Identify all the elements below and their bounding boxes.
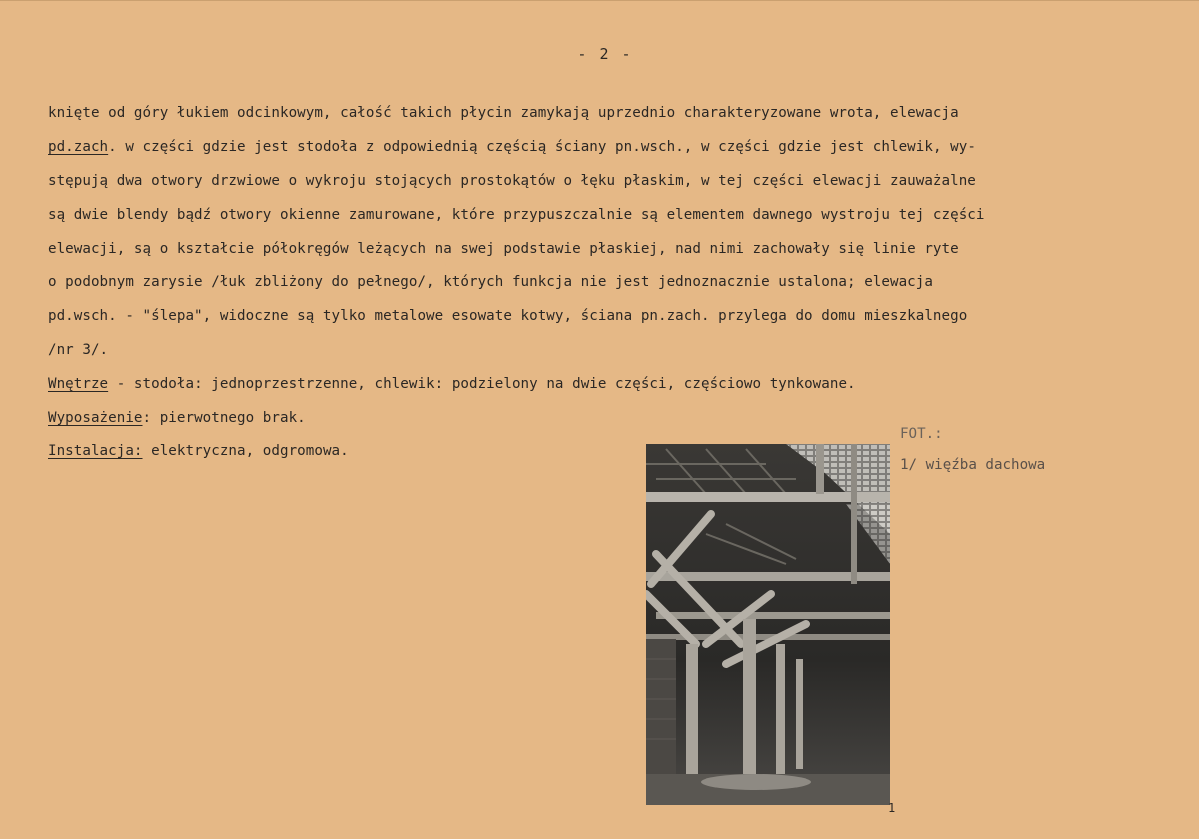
photo-section-label: FOT.: — [900, 426, 943, 442]
roof-truss-photo-illustration — [646, 444, 890, 805]
installation-text: elektryczna, odgromowa. — [142, 443, 349, 459]
section-interior — [48, 376, 856, 392]
text-line-2 — [48, 139, 976, 155]
text-line-2-rest: . w części gdzie jest stodoła z odpowiednią częścią ściany pn.wsch., w części gdzie jest chlewik, wy- — [108, 139, 976, 155]
interior-text: - stodoła: jednoprzestrzenne, chlewik: podzielony na dwie części, częściowo tynkowane. — [108, 376, 856, 392]
photo-caption: 1/ więźba dachowa — [900, 457, 1046, 473]
elevation-term: pd.zach — [48, 139, 109, 155]
text-line-8: /nr 3/. — [48, 342, 109, 358]
text-line-5: elewacji, są o kształcie półokręgów leżących na swej podstawie płaskiej, nad nimi zachowały się linie ryte — [48, 241, 959, 257]
text-line-3: stępują dwa otwory drzwiowe o wykroju stojących prostokątów o łęku płaskim, w tej części elewacji zauważalne — [48, 173, 976, 189]
equipment-label: Wyposażenie — [48, 410, 143, 426]
installation-label: Instalacja: — [48, 443, 143, 459]
text-line-4: są dwie blendy bądź otwory okienne zamurowane, które przypuszczalnie są elementem dawnego wystroju tej części — [48, 207, 985, 223]
roof-truss-photo — [646, 444, 890, 805]
photo-number: 1 — [888, 801, 896, 815]
section-installation — [48, 443, 349, 459]
interior-label: Wnętrze — [48, 376, 109, 392]
text-line-6: o podobnym zarysie /łuk zbliżony do pełnego/, których funkcja nie jest jednoznacznie ustalona; elewacja — [48, 274, 933, 290]
equipment-text: : pierwotnego brak. — [142, 410, 306, 426]
page-number: - 2 - — [577, 45, 633, 63]
text-line-7: pd.wsch. - "ślepa", widoczne są tylko metalowe esowate kotwy, ściana pn.zach. przylega do domu mieszkalnego — [48, 308, 968, 324]
section-equipment — [48, 410, 306, 426]
text-line-1: knięte od góry łukiem odcinkowym, całość takich płycin zamykają uprzednio charakteryzowane wrota, elewacja — [48, 105, 959, 121]
